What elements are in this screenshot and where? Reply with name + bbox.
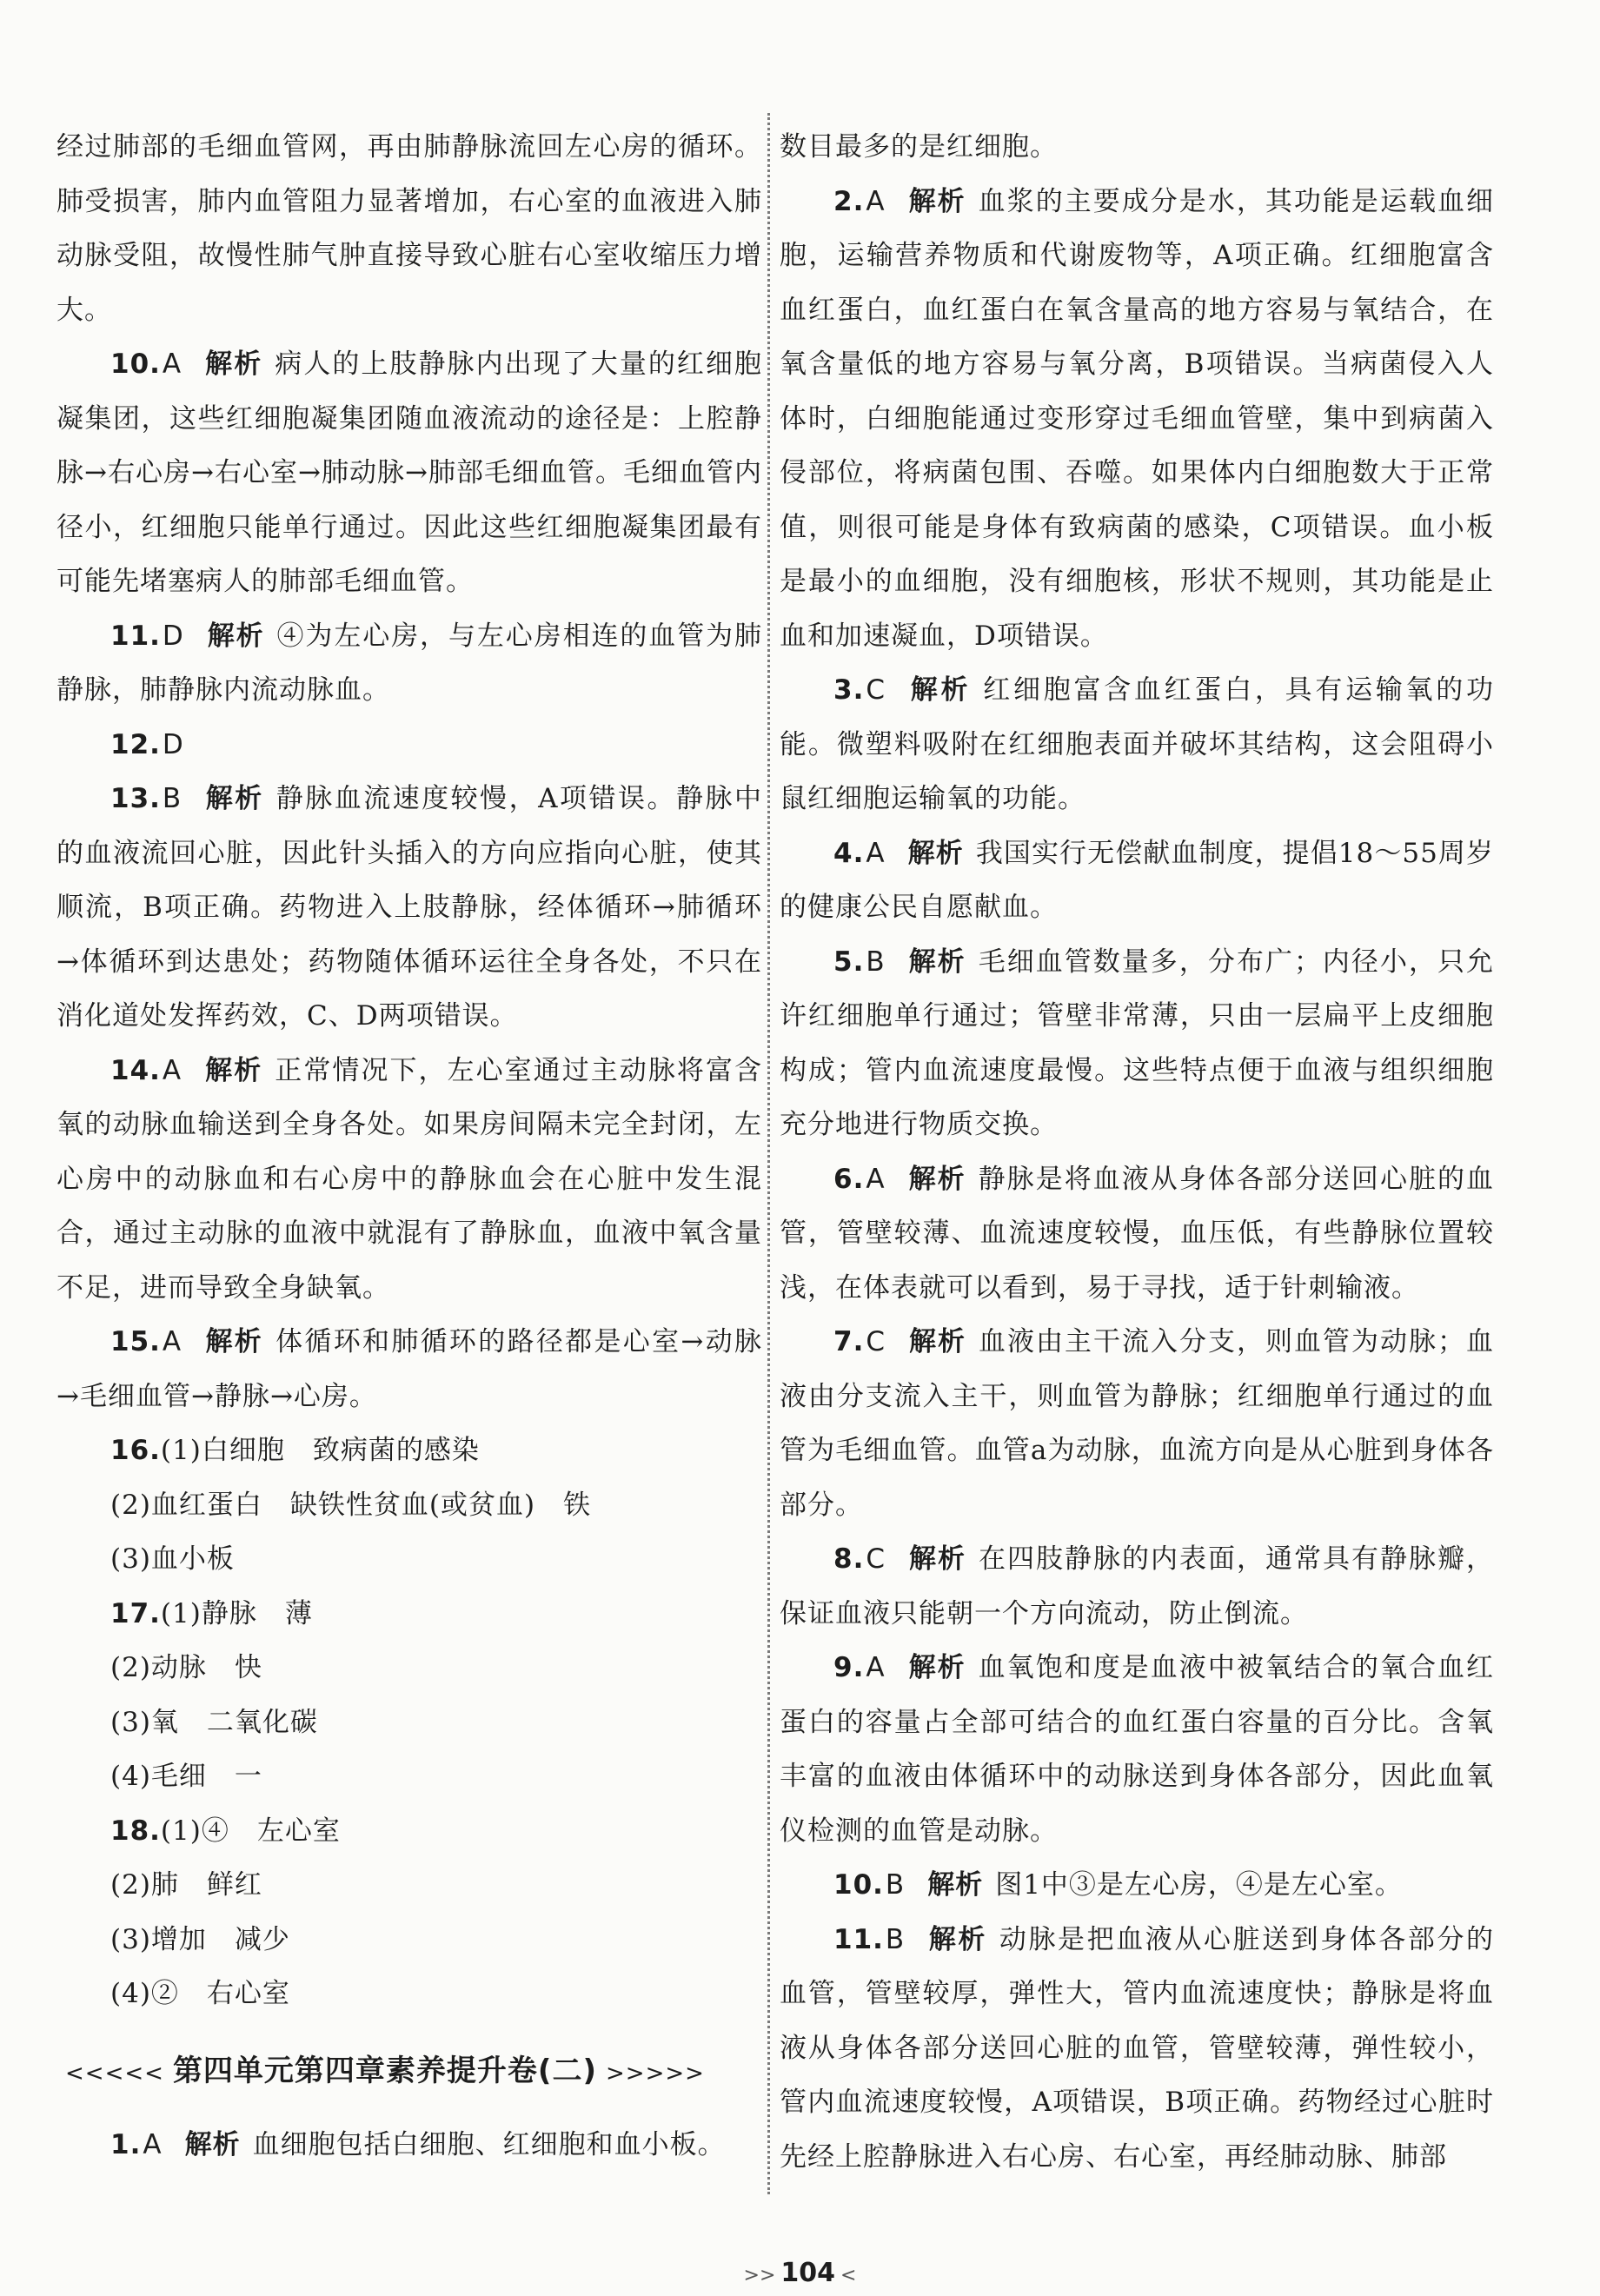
item-answer: C	[866, 1326, 886, 1357]
item-text: 红细胞富含血红蛋白，具有运输氧的功能。微塑料吸附在红细胞表面并破坏其结构，这会阻碍小鼠红细胞运输氧的功能。	[780, 674, 1495, 814]
item-number: 5.	[833, 946, 865, 978]
sub-answer: (3)增加 减少	[110, 1923, 290, 1955]
item-text: 图1中③是左心房，④是左心室。	[995, 1869, 1403, 1901]
page-number	[0, 2258, 1600, 2288]
analysis-tag: 解析	[907, 1163, 966, 1195]
section-title-text: 第四单元第四章素养提升卷(二)	[172, 2053, 598, 2088]
sub-answer: (4)② 右心室	[110, 1978, 290, 2009]
sub-answer: (2)动脉 快	[110, 1652, 262, 1683]
item-number: 10.	[833, 1869, 884, 1901]
analysis-tag: 解析	[204, 783, 264, 814]
answer-item-5	[780, 935, 1494, 1152]
item-answer: A	[162, 1326, 183, 1357]
item-number: 3.	[833, 674, 865, 706]
item-text: 正常情况下，左心室通过主动脉将富含氧的动脉血输送到全身各处。如果房间隔未完全封闭，左心房中的动脉血和右心房中的静脉血会在心脏中发生混合，通过主动脉的血液中就混有了静脉血，血液中氧含量不足，进而导致全身缺氧。	[56, 1054, 763, 1304]
sub-answer: (1)静脉 薄	[160, 1597, 313, 1629]
chevron-right-decoration: >>>>>	[606, 2060, 705, 2087]
column-divider	[767, 113, 770, 2194]
answer-item-17	[56, 1587, 762, 1642]
item-number: 13.	[110, 783, 161, 814]
item-number: 11.	[833, 1923, 884, 1955]
item-answer: C	[866, 1543, 886, 1575]
answer-item-14	[56, 1044, 762, 1316]
analysis-tag: 解析	[204, 1054, 263, 1086]
item-answer: B	[866, 946, 886, 978]
item-text: 病人的上肢静脉内出现了大量的红细胞凝集团，这些红细胞凝集团随血液流动的途径是：上腔静脉→右心房→右心室→肺动脉→肺部毛细血管。毛细血管内径小，红细胞只能单行通过。因此这些红细胞凝集团最有可能先堵塞病人的肺部毛细血管。	[56, 348, 763, 597]
item-answer: B	[162, 783, 183, 814]
item-number: 7.	[833, 1326, 865, 1357]
sub-answer: (3)血小板	[110, 1543, 235, 1575]
chevron-left-decoration: <<<<<	[65, 2060, 164, 2087]
analysis-tag: 解析	[907, 1652, 966, 1683]
item-text: 体循环和肺循环的路径都是心室→动脉→毛细血管→静脉→心房。	[56, 1326, 762, 1412]
analysis-tag: 解析	[908, 1543, 967, 1575]
item-number: 1.	[110, 2128, 142, 2160]
item-number: 18.	[110, 1815, 161, 1847]
item-number: 14.	[110, 1054, 161, 1086]
item-text: 在四肢静脉的内表面，通常具有静脉瓣，保证血液只能朝一个方向流动，防止倒流。	[780, 1543, 1495, 1629]
item-answer: B	[885, 1923, 906, 1955]
analysis-tag: 解析	[907, 837, 964, 869]
item-number: 4.	[833, 837, 865, 869]
left-column	[56, 120, 762, 2172]
item-answer: D	[162, 728, 184, 760]
item-number: 2.	[833, 185, 865, 217]
analysis-tag: 解析	[204, 1326, 264, 1357]
sub-answer: (4)毛细 一	[110, 1761, 262, 1792]
item-number: 8.	[833, 1543, 865, 1575]
item-text: 血氧饱和度是血液中被氧结合的氧合血红蛋白的容量占全部可结合的血红蛋白容量的百分比。含氧丰富的血液由体循环中的动脉送到身体各部分，因此血氧仪检测的血管是动脉。	[780, 1652, 1495, 1847]
sub-answer: (2)肺 鲜红	[110, 1869, 262, 1901]
answer-item-10	[56, 337, 762, 609]
answer-item-18	[56, 1804, 762, 1859]
right-column	[780, 120, 1494, 2184]
item-text: 血液由主干流入分支，则血管为动脉；血液由分支流入主干，则血管为静脉；红细胞单行通过的血管为毛细血管。血管a为动脉，血流方向是从心脏到身体各部分。	[780, 1326, 1495, 1521]
item-answer: A	[866, 1163, 886, 1195]
answer-item-6	[780, 1152, 1494, 1316]
sub-answer: (3)氧 二氧化碳	[110, 1706, 318, 1738]
item-number: 6.	[833, 1163, 865, 1195]
continuation-text: 经过肺部的毛细血管网，再由肺静脉流回左心房的循环。肺受损害，肺内血管阻力显著增加，右心室的血液进入肺动脉受阻，故慢性肺气肿直接导致心脏右心室收缩压力增大。	[56, 131, 762, 326]
answer-item-11	[780, 1913, 1494, 2185]
answer-item-4	[780, 826, 1494, 935]
page-number-text: 104	[780, 2258, 836, 2288]
item-number: 10.	[110, 348, 161, 380]
answer-item-8	[780, 1532, 1494, 1641]
continuation-text: 数目最多的是红细胞。	[780, 131, 1058, 163]
answer-item-15	[56, 1315, 762, 1423]
item-answer: A	[143, 2128, 163, 2160]
item-number: 16.	[110, 1435, 161, 1466]
analysis-tag: 解析	[927, 1869, 984, 1901]
answer-item-12	[56, 718, 762, 773]
sub-answer: (1)④ 左心室	[160, 1815, 341, 1847]
sub-answer: (1)白细胞 致病菌的感染	[160, 1435, 480, 1466]
item-text: 毛细血管数量多，分布广；内径小，只允许红细胞单行通过；管壁非常薄，只由一层扁平上皮细胞构成；管内血流速度最慢。这些特点便于血液与组织细胞充分地进行物质交换。	[780, 946, 1495, 1140]
analysis-tag: 解析	[206, 620, 265, 652]
answer-item-1	[56, 2118, 762, 2173]
item-answer: A	[866, 1652, 886, 1683]
answer-item-16	[56, 1423, 762, 1478]
item-text: 静脉是将血液从身体各部分送回心脏的血管，管壁较薄、血流速度较慢，血压低，有些静脉位置较浅，在体表就可以看到，易于寻找，适于针刺输液。	[780, 1163, 1495, 1304]
item-text: 动脉是把血液从心脏送到身体各部分的血管，管壁较厚，弹性大，管内血流速度快；静脉是将血液从身体各部分送回心脏的血管，管壁较薄，弹性较小，管内血流速度较慢，A项错误，B项正确。药物经过心脏时先经上腔静脉进入右心房、右心室，再经肺动脉、肺部	[780, 1923, 1495, 2173]
answer-item-11	[56, 609, 762, 718]
chevron-right-icon: >>	[743, 2265, 776, 2286]
analysis-tag: 解析	[908, 674, 972, 706]
item-answer: C	[866, 674, 886, 706]
analysis-tag: 解析	[184, 2128, 241, 2160]
item-answer: D	[162, 620, 184, 652]
item-text: 血细胞包括白细胞、红细胞和血小板。	[252, 2128, 726, 2160]
item-text: 我国实行无偿献血制度，提倡18～55周岁的健康公民自愿献血。	[780, 837, 1494, 923]
item-answer: A	[866, 185, 886, 217]
item-answer: A	[162, 1054, 183, 1086]
item-number: 12.	[110, 728, 161, 760]
item-number: 11.	[110, 620, 161, 652]
item-answer: A	[162, 348, 183, 380]
item-answer: B	[885, 1869, 906, 1901]
analysis-tag: 解析	[927, 1923, 987, 1955]
answer-item-3	[780, 663, 1494, 826]
answer-item-2	[780, 175, 1494, 664]
item-text: ④为左心房，与左心房相连的血管为肺静脉，肺静脉内流动脉血。	[56, 620, 763, 706]
item-text: 血浆的主要成分是水，其功能是运载血细胞，运输营养物质和代谢废物等，A项正确。红细胞富含血红蛋白，血红蛋白在氧含量高的地方容易与氧结合，在氧含量低的地方容易与氧分离，B项错误。当病菌侵入人体时，白细胞能通过变形穿过毛细血管壁，集中到病菌入侵部位，将病菌包围、吞噬。如果体内白细胞数大于正常值，则很可能是身体有致病菌的感染，C项错误。血小板是最小的血细胞，没有细胞核，形状不规则，其功能是止血和加速凝血，D项错误。	[780, 185, 1495, 652]
item-number: 17.	[110, 1597, 161, 1629]
sub-answer: (2)血红蛋白 缺铁性贫血(或贫血) 铁	[110, 1489, 592, 1521]
item-number: 15.	[110, 1326, 161, 1357]
item-text: 静脉血流速度较慢，A项错误。静脉中的血液流回心脏，因此针头插入的方向应指向心脏，使其顺流，B项正确。药物进入上肢静脉，经体循环→肺循环→体循环到达患处；药物随体循环运往全身各处，不只在消化道处发挥药效，C、D两项错误。	[56, 783, 763, 1032]
answer-item-9	[780, 1641, 1494, 1858]
answer-item-7	[780, 1315, 1494, 1532]
analysis-tag: 解析	[204, 348, 263, 380]
section-title	[56, 2046, 762, 2099]
analysis-tag: 解析	[907, 185, 966, 217]
answer-item-13	[56, 772, 762, 1044]
analysis-tag: 解析	[908, 1326, 967, 1357]
answer-item-10	[780, 1858, 1494, 1913]
analysis-tag: 解析	[907, 946, 966, 978]
chevron-left-icon: <	[840, 2265, 857, 2286]
item-number: 9.	[833, 1652, 865, 1683]
item-answer: A	[866, 837, 886, 869]
